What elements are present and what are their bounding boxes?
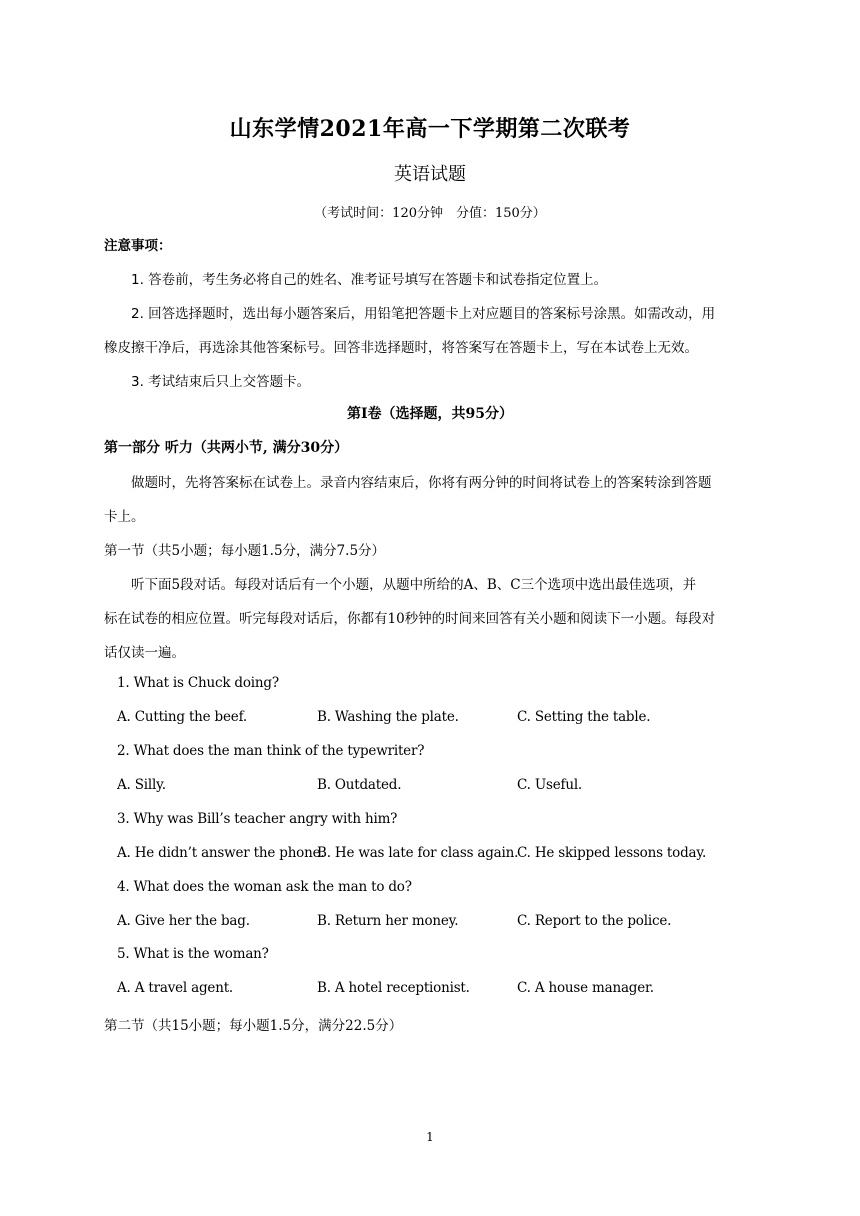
question-5-option-b: B. A hotel receptionist. (317, 980, 470, 996)
question-5-option-c: C. A house manager. (517, 980, 654, 996)
question-2-option-b: B. Outdated. (317, 777, 402, 793)
exam-title: 山东学情2021年高一下学期第二次联考 (229, 116, 631, 142)
question-1-option-c: C. Setting the table. (517, 709, 651, 725)
question-2-option-a: A. Silly. (117, 777, 166, 793)
question-5-option-a: A. A travel agent. (117, 980, 234, 996)
question-4-option-a: A. Give her the bag. (117, 913, 250, 929)
notice-heading: 注意事项： (104, 238, 172, 254)
question-1: 1. What is Chuck doing? (117, 675, 279, 691)
exam-info: （考试时间：120分钟 分值：150分） (314, 206, 546, 221)
notice-item-2-line-2: 橡皮擦干净后，再选涂其他答案标号。回答非选择题时，将答案写在答题卡上，写在本试卷上无效。 (104, 340, 698, 356)
question-4: 4. What does the woman ask the man to do? (117, 879, 412, 895)
question-2: 2. What does the man think of the typewriter? (117, 743, 425, 759)
question-3-option-c: C. He skipped lessons today. (517, 845, 707, 861)
listening-section-heading: 第一部分 听力（共两小节, 满分30分） (104, 440, 349, 456)
listening-instruction-line-2: 卡上。 (104, 509, 145, 525)
section1-instruction-line-1: 听下面5段对话。每段对话后有一个小题，从题中所给的A、B、C三个选项中选出最佳选项，并 (131, 577, 697, 593)
question-2-option-c: C. Useful. (517, 777, 583, 793)
question-3-option-b: B. He was late for class again. (317, 845, 519, 861)
notice-item-1: 1. 答卷前，考生务必将自己的姓名、准考证号填写在答题卡和试卷指定位置上。 (131, 272, 608, 288)
listening-instruction-line-1: 做题时，先将答案标在试卷上。录音内容结束后，你将有两分钟的时间将试卷上的答案转涂到答题 (131, 475, 712, 491)
notice-item-2-line-1: 2. 回答选择题时，选出每小题答案后，用铅笔把答题卡上对应题目的答案标号涂黑。如需改动，用 (131, 306, 716, 322)
section1-title: 第一节（共5小题；每小题1.5分，满分7.5分） (104, 543, 386, 559)
notice-item-3: 3. 考试结束后只上交答题卡。 (131, 374, 311, 390)
question-5: 5. What is the woman? (117, 946, 269, 962)
section1-instruction-line-3: 话仅读一遍。 (104, 645, 185, 661)
part1-title: 第I卷（选择题，共95分） (346, 406, 514, 422)
question-1-option-b: B. Washing the plate. (317, 709, 459, 725)
section2-title: 第二节（共15小题；每小题1.5分，满分22.5分） (104, 1018, 403, 1034)
page-number: 1 (426, 1130, 434, 1144)
question-3-option-a: A. He didn’t answer the phone. (117, 845, 325, 861)
question-4-option-c: C. Report to the police. (517, 913, 672, 929)
exam-subtitle: 英语试题 (394, 164, 466, 185)
question-4-option-b: B. Return her money. (317, 913, 459, 929)
question-1-option-a: A. Cutting the beef. (117, 709, 247, 725)
question-3: 3. Why was Bill’s teacher angry with him? (117, 811, 398, 827)
section1-instruction-line-2: 标在试卷的相应位置。听完每段对话后，你都有10秒钟的时间来回答有关小题和阅读下一小题。每段对 (104, 611, 716, 627)
